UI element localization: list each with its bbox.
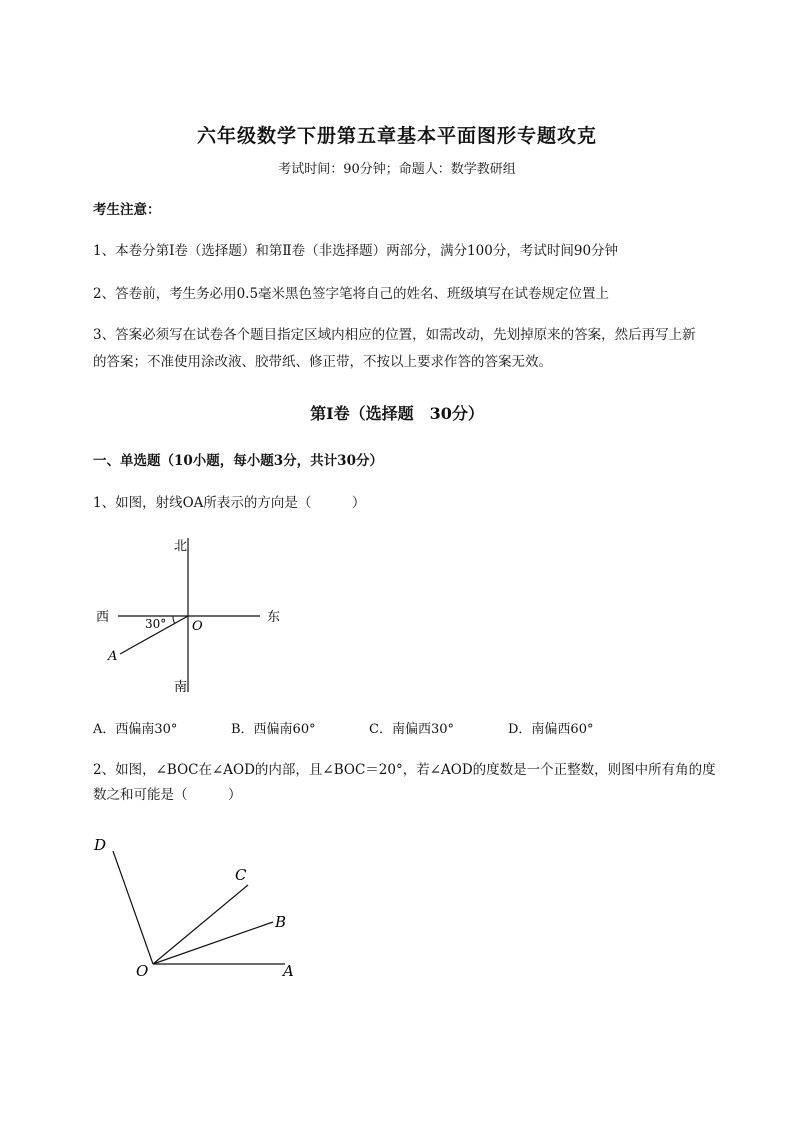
label-d: D	[94, 836, 107, 854]
exam-info: 考试时间：90分钟；命题人：数学教研组	[278, 162, 516, 177]
label-south: 南	[174, 680, 188, 695]
label-east: 东	[267, 610, 281, 625]
choice-b[interactable]: B．西偏南60°	[231, 722, 316, 737]
choice-a[interactable]: A．西偏南30°	[93, 722, 178, 737]
label-north: 北	[174, 539, 188, 554]
part-heading: 一、单选题（10小题，每小题3分，共计30分）	[93, 453, 383, 469]
ray-ob	[153, 922, 273, 964]
label-c: C	[235, 866, 247, 884]
label-o: O	[136, 962, 149, 980]
ray-od	[113, 851, 153, 964]
label-west: 西	[96, 610, 110, 625]
choice-c[interactable]: C．南偏西30°	[369, 722, 454, 737]
label-ray: A	[108, 649, 118, 664]
angle-arc	[173, 616, 175, 624]
label-b: B	[275, 913, 287, 931]
question-2-figure	[85, 830, 315, 990]
notice-item-3: 3、答案必须写在试卷各个题目指定区域内相应的位置，如需改动，先划掉原来的答案，然后再写上新	[93, 327, 696, 343]
question-2-stem: 2、如图，∠BOC在∠AOD的内部，且∠BOC＝20°，若∠AOD的度数是一个正整数，则图中所有角的度	[93, 762, 716, 778]
label-a: A	[283, 962, 294, 980]
choice-d[interactable]: D．南偏西60°	[508, 722, 594, 737]
question-1-stem: 1、如图，射线OA所表示的方向是（ ）	[93, 495, 366, 511]
question-1-choices	[93, 718, 593, 737]
notice-heading: 考生注意：	[93, 202, 161, 218]
question-2-stem-cont: 数之和可能是（ ）	[93, 787, 242, 803]
ray-oc	[153, 885, 248, 964]
page-title: 六年级数学下册第五章基本平面图形专题攻克	[196, 125, 597, 147]
notice-item-3-cont: 的答案；不准使用涂改液、胶带纸、修正带，不按以上要求作答的答案无效。	[93, 354, 552, 370]
question-1-figure	[90, 530, 300, 700]
notice-item-1: 1、本卷分第I卷（选择题）和第Ⅱ卷（非选择题）两部分，满分100分，考试时间90分钟	[93, 243, 619, 259]
label-angle: 30°	[145, 617, 167, 631]
section-title: 第I卷（选择题 30分）	[310, 404, 484, 423]
label-origin: O	[192, 619, 203, 634]
notice-item-2: 2、答卷前，考生务必用0.5毫米黑色签字笔将自己的姓名、班级填写在试卷规定位置上	[93, 286, 610, 302]
